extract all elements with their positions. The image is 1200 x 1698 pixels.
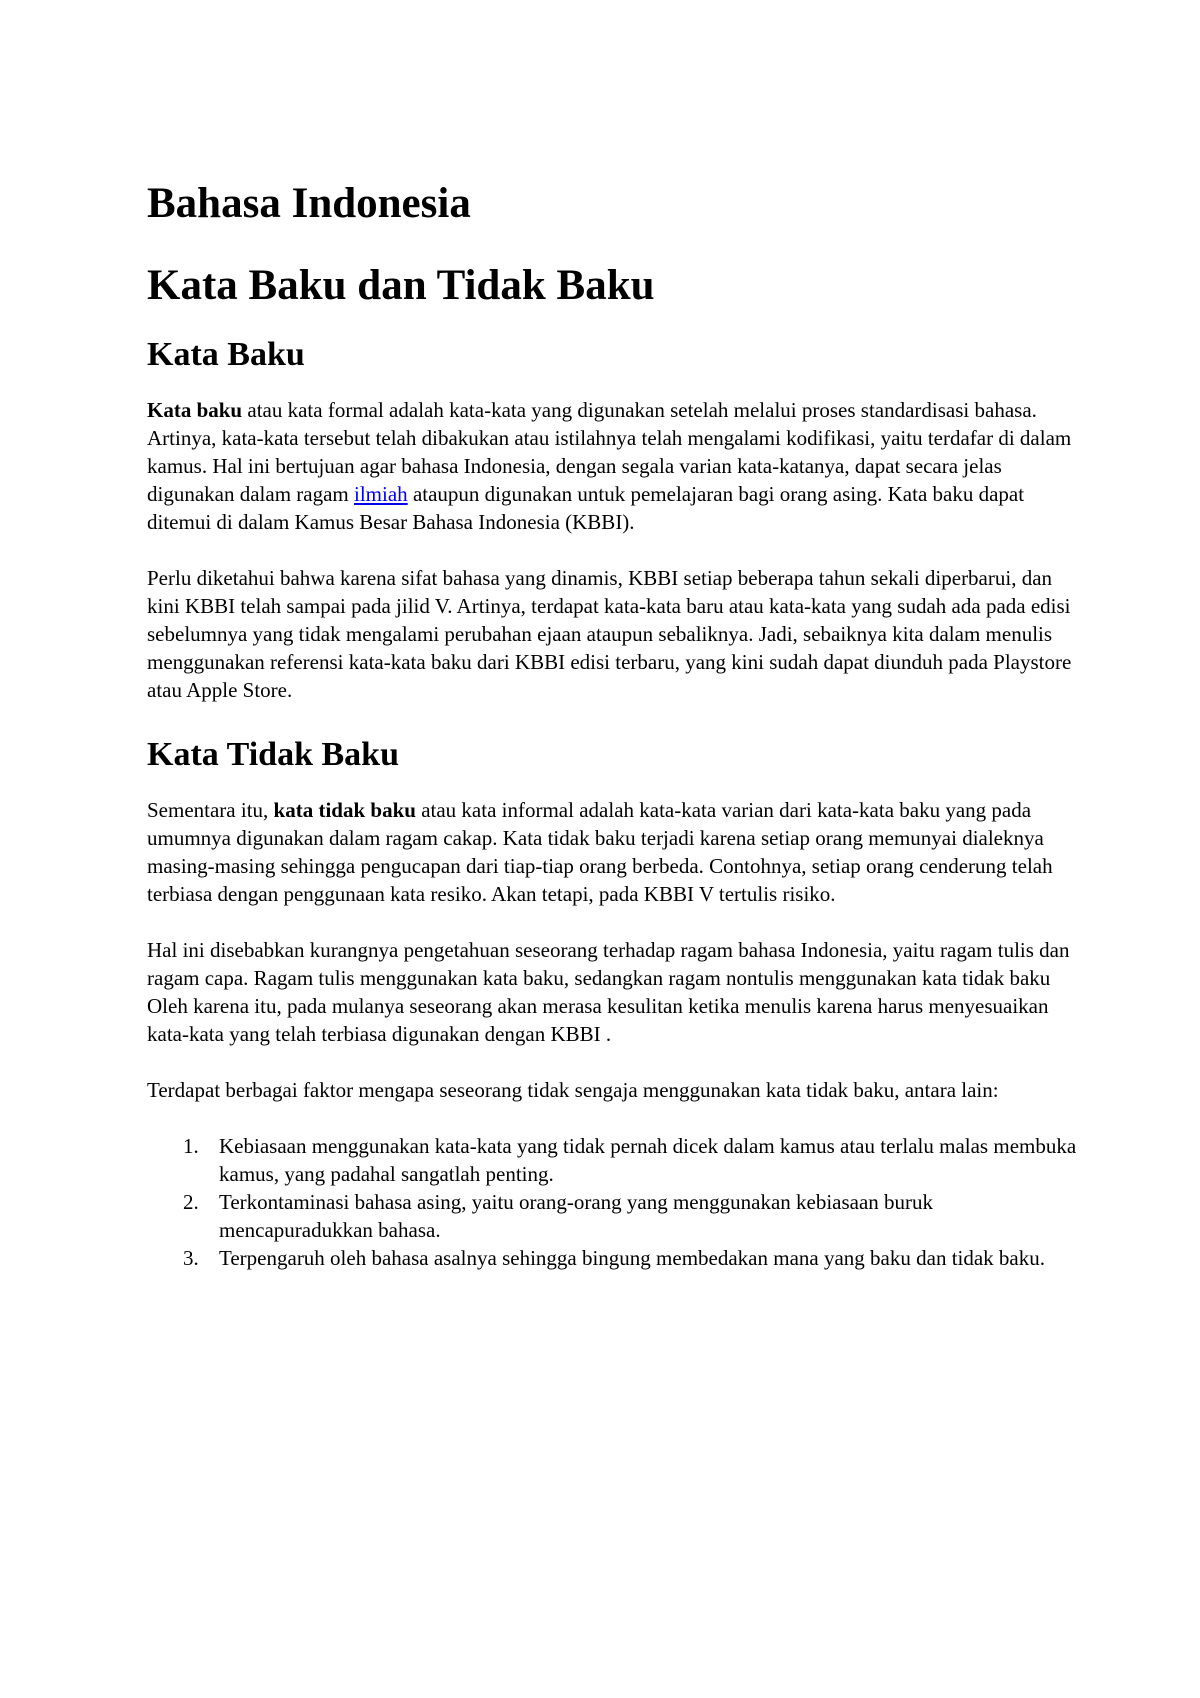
bold-term-kata-tidak-baku: kata tidak baku	[273, 798, 416, 822]
document-subtitle: Kata Baku dan Tidak Baku	[147, 262, 655, 309]
list-number: 2.	[183, 1190, 199, 1214]
section-heading-kata-baku: Kata Baku	[147, 336, 305, 373]
paragraph-kata-baku-definition	[147, 396, 1077, 536]
list-item-text: Kebiasaan menggunakan kata-kata yang tidak pernah dicek dalam kamus atau terlalu malas membuka kamus, yang padahal sangatlah penting.	[219, 1134, 1077, 1186]
paragraph-text: atau kata informal adalah kata-kata varian dari kata-kata baku yang pada umumnya digunakan dalam ragam cakap. Kata tidak baku terjadi karena setiap orang memunyai dialeknya masing-masing sehingga pengucapan dari tiap-tiap orang berbeda. Contohnya, setiap orang cenderung telah terbiasa dengan penggunaan kata resiko. Akan tetapi, pada KBBI V tertulis risiko.	[147, 798, 1053, 906]
link-ilmiah[interactable]: ilmiah	[354, 482, 408, 506]
paragraph-text: ataupun digunakan untuk pemelajaran bagi orang asing. Kata baku dapat ditemui di dalam Kamus Besar Bahasa Indonesia (KBBI).	[147, 482, 1025, 534]
paragraph-text: atau kata formal adalah kata-kata yang digunakan setelah melalui proses standardisasi bahasa. Artinya, kata-kata tersebut telah dibakukan atau istilahnya telah mengalami kodifikasi, yaitu terdafar di dalam kamus. Hal ini bertujuan agar bahasa Indonesia, dengan segala varian kata-katanya, dapat secara jelas digunakan dalam ragam	[147, 398, 1072, 506]
paragraph-faktor-intro: Terdapat berbagai faktor mengapa seseorang tidak sengaja menggunakan kata tidak baku, antara lain:	[147, 1078, 999, 1102]
section-heading-kata-tidak-baku: Kata Tidak Baku	[147, 736, 399, 773]
paragraph-kbbi-update: Perlu diketahui bahwa karena sifat bahasa yang dinamis, KBBI setiap beberapa tahun sekali diperbarui, dan kini KBBI telah sampai pada jilid V. Artinya, terdapat kata-kata baru atau kata-kata yang sudah ada pada edisi sebelumnya yang tidak mengalami perubahan ejaan ataupun sebaliknya. Jadi, sebaiknya kita dalam menulis menggunakan referensi kata-kata baku dari KBBI edisi terbaru, yang kini sudah dapat diunduh pada Playstore atau Apple Store.	[147, 566, 1072, 702]
document-page	[147, 178, 1077, 1272]
paragraph-ragam-bahasa: Hal ini disebabkan kurangnya pengetahuan seseorang terhadap ragam bahasa Indonesia, yaitu ragam tulis dan ragam capa. Ragam tulis menggunakan kata baku, sedangkan ragam nontulis menggunakan kata tidak baku Oleh karena itu, pada mulanya seseorang akan merasa kesulitan ketika menulis karena harus menyesuaikan kata-kata yang telah terbiasa digunakan dengan KBBI .	[147, 938, 1070, 1046]
paragraph-text: Sementara itu,	[147, 798, 274, 822]
list-number: 1.	[183, 1134, 199, 1158]
document-title: Bahasa Indonesia	[147, 180, 471, 227]
faktor-list	[147, 1132, 1077, 1272]
list-number: 3.	[183, 1246, 199, 1270]
list-item	[147, 1188, 1077, 1244]
list-item	[147, 1132, 1077, 1188]
bold-term-kata-baku: Kata baku	[147, 398, 243, 422]
list-item-text: Terpengaruh oleh bahasa asalnya sehingga bingung membedakan mana yang baku dan tidak baku.	[219, 1246, 1046, 1270]
list-item	[147, 1244, 1077, 1272]
list-item-text: Terkontaminasi bahasa asing, yaitu orang-orang yang menggunakan kebiasaan buruk mencapuradukkan bahasa.	[219, 1190, 934, 1242]
paragraph-kata-tidak-baku-definition	[147, 796, 1077, 908]
